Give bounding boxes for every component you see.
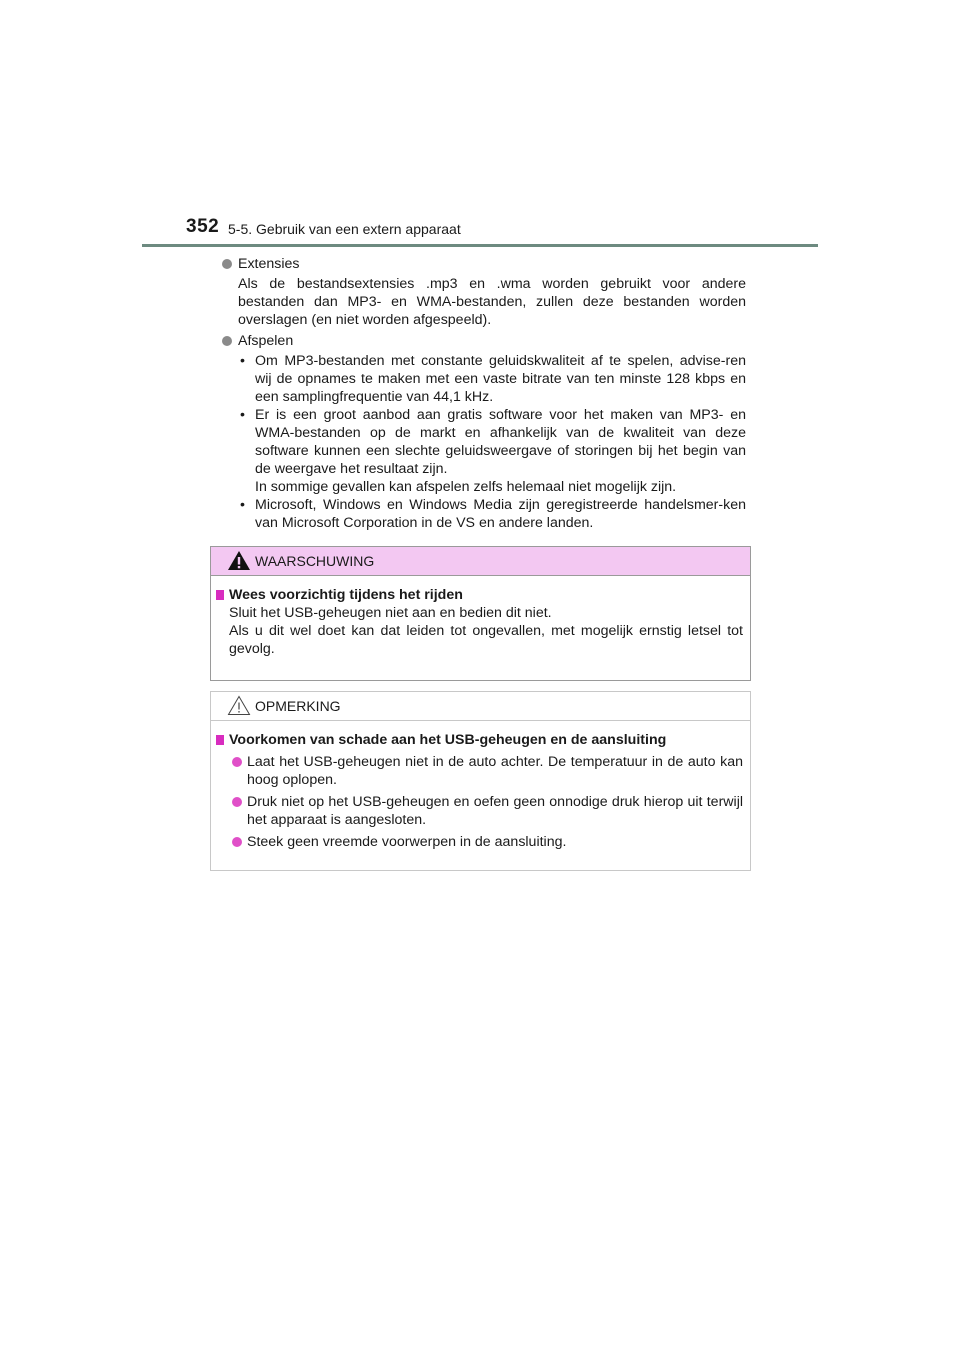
- notice-item: Druk niet op het USB-geheugen en oefen geen onnodige druk hierop uit terwijl het apparaat is aangesloten.: [216, 793, 743, 829]
- extensions-title: Extensies: [238, 256, 300, 272]
- list-item: • Om MP3-bestanden met constante geluidskwaliteit af te spelen, advise-ren wij de opnames te maken met een vaste bitrate van ten minste 128 kbps en een samplingfrequentie van 44,1 kHz.: [240, 353, 746, 405]
- square-bullet-icon: [216, 590, 224, 600]
- list-item: • Microsoft, Windows en Windows Media zijn geregistreerde handelsmer-ken van Microsoft Corporation in de VS en andere landen.: [240, 497, 746, 531]
- warning-line: Sluit het USB-geheugen niet aan en bedien dit niet.: [229, 605, 552, 621]
- extensions-item: [222, 255, 746, 329]
- header-rule: [142, 244, 818, 247]
- square-bullet-icon: [216, 735, 224, 745]
- notice-item: Laat het USB-geheugen niet in de auto achter. De temperatuur in de auto kan hoog oplopen.: [216, 753, 743, 789]
- notice-item: Steek geen vreemde voorwerpen in de aansluiting.: [216, 833, 743, 851]
- playback-item: [222, 332, 746, 532]
- notice-triangle-icon: [227, 695, 251, 716]
- playback-list: [238, 352, 746, 532]
- playback-note: In sommige gevallen kan afspelen zelfs helemaal niet mogelijk zijn.: [255, 479, 677, 495]
- playback-title: Afspelen: [238, 333, 294, 349]
- section-title: 5-5. Gebruik van een extern apparaat: [228, 221, 461, 237]
- list-item: • Er is een groot aanbod aan gratis software voor het maken van MP3- en WMA-bestanden op de markt en afhankelijk van de kwaliteit van deze software kunnen een slechte geluidsweergave of storingen bij het begin van de weergave het resultaat zijn.: [240, 407, 746, 477]
- notice-label: OPMERKING: [255, 698, 341, 714]
- bullet-dot-icon: [222, 336, 232, 346]
- bullet-dot-icon: [232, 837, 242, 847]
- bullet-marker-icon: •: [240, 497, 245, 513]
- bullet-dot-icon: [222, 259, 232, 269]
- bullet-dot-icon: [232, 797, 242, 807]
- warning-header: [211, 547, 750, 576]
- bullet-marker-icon: •: [240, 353, 245, 369]
- bullet-dot-icon: [232, 757, 242, 767]
- warning-label: WAARSCHUWING: [255, 553, 375, 569]
- extensions-text: Als de bestandsextensies .mp3 en .wma worden gebruikt voor andere bestanden dan MP3- en WMA-bestanden, zullen deze bestanden worden overslagen (en niet worden afgespeeld).: [238, 276, 746, 328]
- bullet-marker-icon: •: [240, 407, 245, 423]
- warning-line: Als u dit wel doet kan dat leiden tot ongevallen, met mogelijk ernstig letsel tot gevolg.: [229, 623, 743, 657]
- page-number: 352: [186, 216, 220, 237]
- warning-box: [210, 546, 751, 681]
- main-content: [222, 255, 746, 535]
- notice-body: [211, 721, 750, 851]
- notice-header: [211, 692, 750, 721]
- warning-title: Wees voorzichtig tijdens het rijden: [216, 586, 743, 604]
- warning-body: [211, 576, 750, 658]
- notice-box: [210, 691, 751, 871]
- notice-title: Voorkomen van schade aan het USB-geheugen en de aansluiting: [216, 731, 743, 749]
- warning-triangle-icon: [227, 550, 251, 571]
